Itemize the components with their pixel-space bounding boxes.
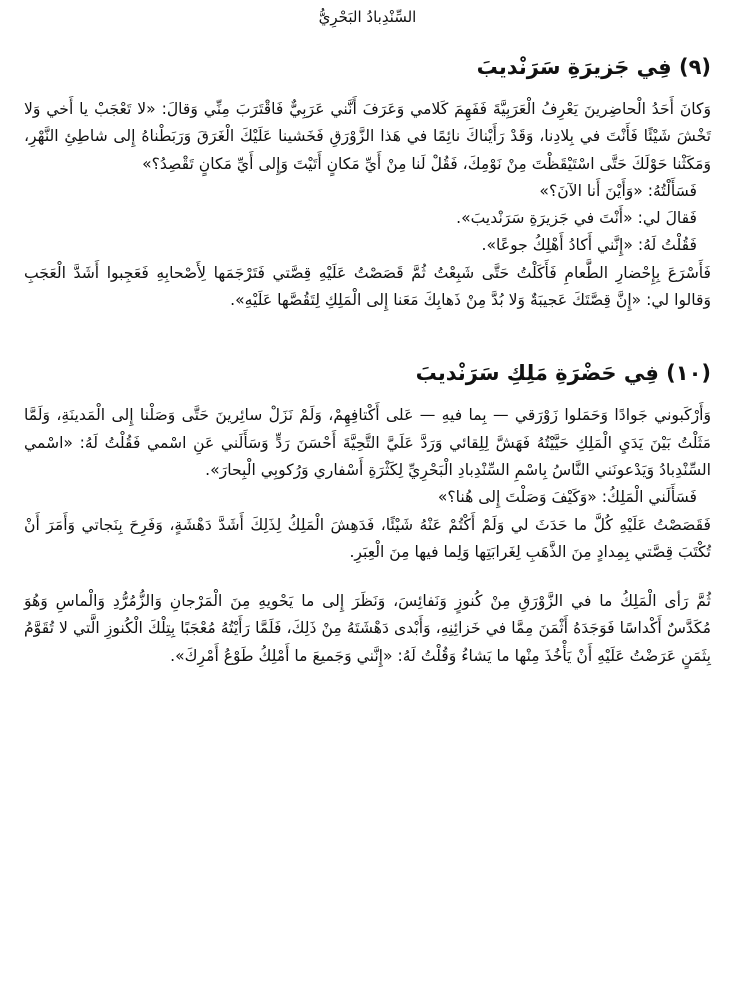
section-heading-9: (٩) فِي جَزيرَةِ سَرَنْديبَ xyxy=(476,55,711,79)
section-king xyxy=(24,358,711,670)
paragraph: فَأَسْرَعَ بِإِحْضارِ الطَّعامِ فَأَكَلْتُ حَتَّى شَبِعْتُ ثُمَّ قَصَصْتُ عَلَيْهِ قِصَّتي فَتَرْجَمَها لِأَصْحابِهِ فَعَجِبوا أَشَدَّ الْعَجَبِ وَقالوا لي: «إِنَّ قِصَّتَكَ عَجيبَةٌ وَلا بُدَّ مِنْ ذَهابِكَ مَعَنا إِلى الْمَلِكِ لِتَقُصَّها عَلَيْهِ». xyxy=(24,263,711,310)
paragraph: وَأَرْكَبوني جَوادًا وَحَمَلوا زَوْرَقي — بِما فيهِ — عَلى أَكْتافِهِمْ، وَلَمْ نَزَلْ سائِرينَ حَتَّى وَصَلْنا إِلى الْمَدينَةِ، وَلَمَّا مَثَلْتُ بَيْنَ يَدَيِ الْمَلِكِ حَيَّيْتُهُ فَهَشَّ لِلِقائي وَرَدَّ عَلَيَّ التَّحِيَّةَ أَحْسَنَ رَدٍّ وَسَأَلَني عَنِ اسْمي فَقُلْتُ لَهُ: «اسْمي السِّنْدِبادُ وَيَدْعونَني النَّاسُ بِاسْمِ السِّنْدِبادِ الْبَحْرِيِّ لِكَثْرَةِ أَسْفاري وَرُكوبِي الْبِحارَ». xyxy=(24,406,711,479)
running-head: السِّنْدِبادُ البَحْرِيُّ xyxy=(318,8,417,26)
paragraph: ثُمَّ رَأى الْمَلِكُ ما في الزَّوْرَقِ مِنْ كُنوزٍ وَنَفائِسَ، وَنَظَرَ إِلى ما يَحْويهِ مِنَ الْمَرْجانِ وَالزُّمُرُّدِ وَالْماسِ وَهُوَ مُكَدَّسٌ أَكْداسًا فَوَجَدَهُ أَثْمَنَ مِمَّا في خَزائِنِهِ، وَأَبْدى دَهْشَتَهُ مِنْ ذَلِكَ، فَلَمَّا رَأَيْتُهُ مُعْجَبًا بِتِلْكَ الْكُنوزِ الَّتي لا تُقَوَّمُ بِثَمَنٍ عَرَضْتُ عَلَيْهِ أَنْ يَأْخُذَ مِنْها ما يَشاءُ وَقُلْتُ لَهُ: «إِنَّني وَجَميعَ ما أَمْلِكُ طَوْعُ أَمْرِكَ». xyxy=(24,592,711,665)
section-island xyxy=(24,52,711,314)
paragraph: فَسَأَلْتُهُ: «وَأَيْنَ أَنا الآنَ؟» xyxy=(539,181,697,200)
paragraph: فَقالَ لي: «أَنْتَ في جَزيرَةِ سَرَنْديبَ». xyxy=(456,209,697,228)
paragraph: فَسَأَلَني الْمَلِكُ: «وَكَيْفَ وَصَلْتَ إِلى هُنا؟» xyxy=(437,488,697,507)
paragraph: فَقَصَصْتُ عَلَيْهِ كُلَّ ما حَدَثَ لي وَلَمْ أَكْتُمْ عَنْهُ شَيْئًا، فَدَهِشَ الْمَلِكُ لِذَلِكَ أَشَدَّ دَهْشَةٍ، وَفَرِحَ بِنَجاتي وَأَمَرَ أَنْ تُكْتَبَ قِصَّتي بِمِدادٍ مِنَ الذَّهَبِ لِغَرابَتِها وَلِما فيها مِنَ الْعِبَرِ. xyxy=(24,515,711,561)
section-spacer xyxy=(24,314,711,342)
paragraph-spacer xyxy=(24,566,711,588)
paragraph: فَقُلْتُ لَهُ: «إِنَّني أَكادُ أَهْلِكُ جوعًا». xyxy=(481,236,697,255)
paragraph: وَكانَ أَحَدُ الْحاضِرينَ يَعْرِفُ الْعَرَبِيَّةَ فَفَهِمَ كَلامي وَعَرَفَ أَنَّني عَرَبِيٌّ فَاقْتَرَبَ مِنِّي وَقالَ: «لا تَعْجَبْ يا أَخي وَلا تَخْشَ شَيْئًا فَأَنْتَ في بِلادِنا، وَقَدْ رَأَيْناكَ نائِمًا في هَذا الزَّوْرَقِ فَخَشينا عَلَيْكَ الْغَرَقَ وَرَبَطْناهُ إِلى شاطِئِ النَّهْرِ، وَمَكَثْنا حَوْلَكَ حَتَّى اسْتَيْقَظْتَ مِنْ نَوْمِكَ، فَقُلْ لَنا مِنْ أَيِّ مَكانٍ أَتَيْتَ وَإِلى أَيِّ مَكانٍ تَقْصِدُ؟» xyxy=(24,100,711,173)
section-heading-10: (١٠) فِي حَضْرَةِ مَلِكِ سَرَنْديبَ xyxy=(415,361,711,386)
